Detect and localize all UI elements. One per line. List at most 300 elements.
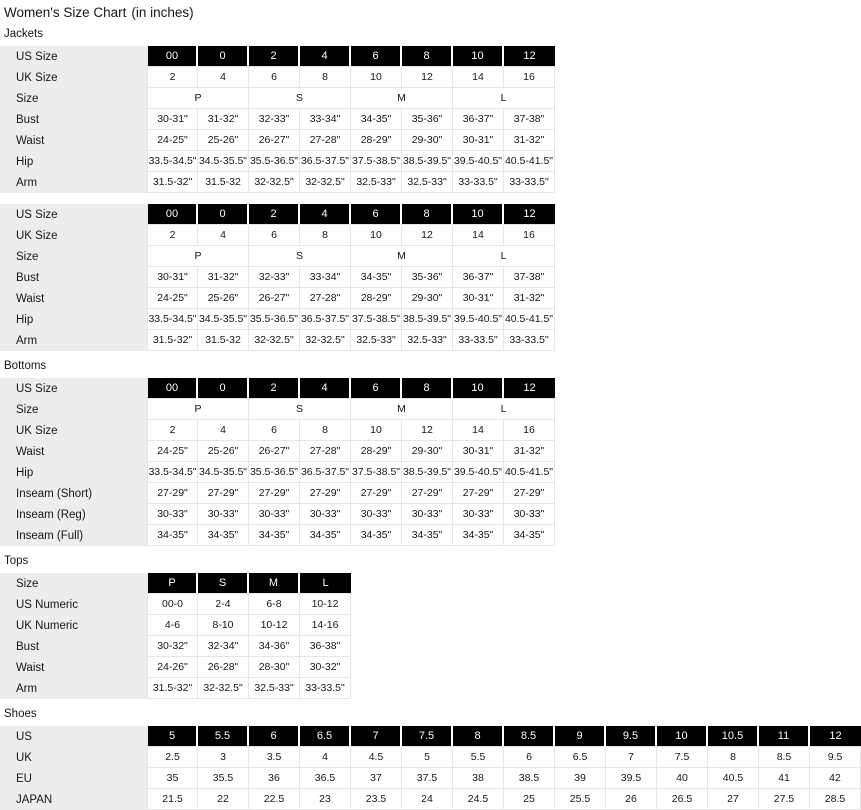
size-header-cell: 4 [300,46,351,67]
size-value-cell: 4 [198,420,249,441]
bottoms-size-table-1 [0,378,555,546]
table-row-size [0,399,555,420]
section-bottoms [0,360,861,546]
size-value-cell: 33-33.5" [453,172,504,193]
size-value-cell: 30-31" [147,109,198,130]
size-value-cell: 27-29" [453,483,504,504]
size-header-cell: 5 [147,726,198,747]
size-value-cell: 35-36" [402,267,453,288]
size-value-cell: 12 [402,420,453,441]
row-label: UK Size [0,67,147,88]
row-label: UK Size [0,420,147,441]
size-header-cell: 7.5 [402,726,453,747]
size-value-cell: 8 [300,67,351,88]
size-value-cell: 6-8 [249,594,300,615]
size-value-cell: 39.5-40.5" [453,151,504,172]
table-row-uk-size [0,225,555,246]
size-value-cell: 27-29" [300,483,351,504]
row-label: Hip [0,151,147,172]
table-row-hip [0,151,555,172]
size-value-cell: 4.5 [351,747,402,768]
size-value-cell: S [249,88,351,109]
size-value-cell: 32-34" [198,636,249,657]
size-value-cell: 27-29" [351,483,402,504]
section-shoes [0,708,861,810]
size-value-cell: 10 [351,420,402,441]
size-value-cell: M [351,246,453,267]
size-value-cell: 24 [402,789,453,810]
row-label: Hip [0,309,147,330]
table-row-size [0,573,351,594]
size-value-cell: 31.5-32" [147,172,198,193]
size-header-cell: 10 [657,726,708,747]
size-value-cell: 37 [351,768,402,789]
size-header-cell: 6 [351,378,402,399]
table-row-uk-size [0,67,555,88]
size-value-cell: 34.5-35.5" [198,151,249,172]
size-value-cell: 30-31" [147,267,198,288]
size-value-cell: 36.5 [300,768,351,789]
size-value-cell: 34-35" [402,525,453,546]
size-value-cell: 34-35" [351,525,402,546]
size-value-cell: 16 [504,420,555,441]
size-value-cell: 8 [708,747,759,768]
table-row-uk-numeric [0,615,351,636]
size-value-cell: 31.5-32" [147,330,198,351]
row-label: US Size [0,46,147,67]
size-value-cell: 24-25" [147,441,198,462]
size-value-cell: 32.5-33" [249,678,300,699]
size-value-cell: 32-32.5" [249,172,300,193]
size-value-cell: 6 [504,747,555,768]
size-value-cell: 5.5 [453,747,504,768]
size-value-cell: 33.5-34.5" [147,309,198,330]
size-value-cell: M [351,399,453,420]
size-value-cell: 28-29" [351,288,402,309]
table-row-eu [0,768,861,789]
size-header-cell: 2 [249,378,300,399]
table-row-uk [0,747,861,768]
size-header-cell: 8 [402,204,453,225]
size-value-cell: 34-35" [300,525,351,546]
size-value-cell: 34-35" [249,525,300,546]
row-label: Hip [0,462,147,483]
size-value-cell: 35 [147,768,198,789]
size-value-cell: 30-33" [453,504,504,525]
size-value-cell: 30-33" [198,504,249,525]
size-value-cell: 32-32.5" [249,330,300,351]
size-value-cell: 24-26" [147,657,198,678]
size-header-cell: 8 [453,726,504,747]
size-value-cell: 31.5-32 [198,330,249,351]
size-value-cell: 35.5-36.5" [249,151,300,172]
size-value-cell: 37.5-38.5" [351,151,402,172]
size-value-cell: 33.5-34.5" [147,151,198,172]
size-value-cell: 16 [504,225,555,246]
size-value-cell: 27-28" [300,288,351,309]
size-value-cell: 3 [198,747,249,768]
size-value-cell: 5 [402,747,453,768]
row-label: Waist [0,657,147,678]
size-value-cell: 28-30" [249,657,300,678]
section-label-jackets: Jackets [4,28,43,40]
size-value-cell: 10 [351,225,402,246]
size-value-cell: 30-33" [147,504,198,525]
size-value-cell: 32.5-33" [402,330,453,351]
size-value-cell: 36-38" [300,636,351,657]
size-header-cell: 0 [198,204,249,225]
size-value-cell: 7 [606,747,657,768]
size-value-cell: 33-33.5" [504,330,555,351]
table-row-size [0,88,555,109]
size-value-cell: 31.5-32 [198,172,249,193]
size-value-cell: 35.5-36.5" [249,462,300,483]
size-value-cell: 4 [198,225,249,246]
size-header-cell: 10 [453,378,504,399]
size-value-cell: 36.5-37.5" [300,462,351,483]
size-value-cell: 14 [453,67,504,88]
size-value-cell: 14 [453,225,504,246]
size-value-cell: 34.5-35.5" [198,309,249,330]
size-header-cell: S [198,573,249,594]
size-header-cell: 6 [249,726,300,747]
size-value-cell: P [147,246,249,267]
row-label: UK [0,747,147,768]
table-row-inseam-short [0,483,555,504]
page-title-text: Women's Size Chart [4,5,127,20]
size-header-cell: 11 [759,726,810,747]
size-value-cell: 31-32" [504,130,555,151]
size-value-cell: 37.5-38.5" [351,462,402,483]
table-row-uk-size [0,420,555,441]
row-label: Waist [0,130,147,151]
size-value-cell: 26.5 [657,789,708,810]
size-header-cell: 12 [504,204,555,225]
size-value-cell: 12 [402,225,453,246]
size-value-cell: 32-33" [249,109,300,130]
table-row-arm [0,678,351,699]
size-value-cell: 26-27" [249,130,300,151]
size-value-cell: 9.5 [810,747,861,768]
size-value-cell: 33-33.5" [453,330,504,351]
size-value-cell: 27-29" [249,483,300,504]
size-value-cell: 36-37" [453,267,504,288]
size-value-cell: S [249,246,351,267]
size-value-cell: 14 [453,420,504,441]
size-value-cell: 31-32" [504,288,555,309]
size-value-cell: 00-0 [147,594,198,615]
size-value-cell: 2 [147,420,198,441]
row-label: US Size [0,204,147,225]
size-value-cell: 27-29" [198,483,249,504]
size-value-cell: 40.5-41.5" [504,309,555,330]
size-value-cell: 32-32.5" [300,330,351,351]
table-row-arm [0,172,555,193]
row-label: Arm [0,172,147,193]
size-header-cell: 10 [453,204,504,225]
size-value-cell: 36.5-37.5" [300,309,351,330]
table-row-us-numeric [0,594,351,615]
size-value-cell: 27-29" [402,483,453,504]
size-value-cell: 37-38" [504,109,555,130]
size-value-cell: 29-30" [402,441,453,462]
size-value-cell: 34-35" [147,525,198,546]
table-row-us-size [0,46,555,67]
size-value-cell: 6 [249,420,300,441]
size-value-cell: 35.5-36.5" [249,309,300,330]
size-header-cell: 12 [810,726,861,747]
size-value-cell: 35.5 [198,768,249,789]
shoes-size-table-1 [0,726,861,810]
size-value-cell: 22 [198,789,249,810]
size-value-cell: 10-12 [300,594,351,615]
size-value-cell: M [351,88,453,109]
row-label: Bust [0,109,147,130]
size-value-cell: 32.5-33" [402,172,453,193]
size-value-cell: 37.5 [402,768,453,789]
size-value-cell: 32.5-33" [351,330,402,351]
row-label: Size [0,246,147,267]
size-value-cell: 7.5 [657,747,708,768]
table-row-hip [0,309,555,330]
row-label: Waist [0,441,147,462]
size-value-cell: 26 [606,789,657,810]
size-header-cell: 10.5 [708,726,759,747]
size-value-cell: 40.5-41.5" [504,151,555,172]
size-header-cell: 4 [300,378,351,399]
size-value-cell: 30-33" [351,504,402,525]
row-label: Arm [0,330,147,351]
size-value-cell: 35-36" [402,109,453,130]
size-value-cell: 27-29" [504,483,555,504]
size-value-cell: 40.5 [708,768,759,789]
row-label: Size [0,573,147,594]
size-value-cell: 30-33" [249,504,300,525]
size-value-cell: 21.5 [147,789,198,810]
size-header-cell: 2 [249,204,300,225]
size-value-cell: 34-36" [249,636,300,657]
size-value-cell: P [147,399,249,420]
size-value-cell: 8-10 [198,615,249,636]
size-header-cell: 0 [198,378,249,399]
row-label: UK Numeric [0,615,147,636]
size-header-cell: 8.5 [504,726,555,747]
size-value-cell: 25.5 [555,789,606,810]
size-value-cell: 36 [249,768,300,789]
size-header-cell: L [300,573,351,594]
size-value-cell: 32-33" [249,267,300,288]
row-label: UK Size [0,225,147,246]
size-value-cell: 34-35" [504,525,555,546]
size-value-cell: 10-12 [249,615,300,636]
size-value-cell: 39 [555,768,606,789]
size-value-cell: 25-26" [198,288,249,309]
size-value-cell: 30-31" [453,288,504,309]
size-value-cell: 2-4 [198,594,249,615]
table-row-bust [0,267,555,288]
size-value-cell: 8.5 [759,747,810,768]
size-value-cell: 33.5-34.5" [147,462,198,483]
size-value-cell: 2.5 [147,747,198,768]
page-title [4,5,861,21]
size-header-cell: 00 [147,378,198,399]
row-label: Size [0,399,147,420]
section-jackets [0,28,861,351]
size-header-cell: 8 [402,46,453,67]
size-value-cell: 26-27" [249,288,300,309]
size-value-cell: 25-26" [198,130,249,151]
size-value-cell: 27-28" [300,441,351,462]
section-label-bottoms: Bottoms [4,360,47,372]
size-value-cell: 33-33.5" [300,678,351,699]
size-header-cell: 5.5 [198,726,249,747]
size-value-cell: 33-33.5" [504,172,555,193]
size-value-cell: 4-6 [147,615,198,636]
row-label: Waist [0,288,147,309]
row-label: Inseam (Reg) [0,504,147,525]
size-value-cell: 30-33" [300,504,351,525]
size-value-cell: 34-35" [453,525,504,546]
row-label: Bust [0,267,147,288]
size-header-cell: P [147,573,198,594]
row-label: Arm [0,678,147,699]
table-row-bust [0,636,351,657]
size-header-cell: 7 [351,726,402,747]
table-row-waist [0,441,555,462]
row-label: Inseam (Full) [0,525,147,546]
size-header-cell: 8 [402,378,453,399]
size-value-cell: 27-28" [300,130,351,151]
size-value-cell: 26-28" [198,657,249,678]
size-value-cell: 38.5-39.5" [402,462,453,483]
size-header-cell: 00 [147,46,198,67]
size-value-cell: 6.5 [555,747,606,768]
size-value-cell: 10 [351,67,402,88]
size-value-cell: 34.5-35.5" [198,462,249,483]
size-value-cell: 29-30" [402,288,453,309]
size-value-cell: S [249,399,351,420]
size-value-cell: 37.5-38.5" [351,309,402,330]
size-value-cell: 8 [300,225,351,246]
row-label: Size [0,88,147,109]
size-value-cell: 27-29" [147,483,198,504]
size-header-cell: 2 [249,46,300,67]
table-row-waist [0,130,555,151]
size-value-cell: 33-34" [300,267,351,288]
row-label: EU [0,768,147,789]
size-header-cell: 6 [351,204,402,225]
size-value-cell: 2 [147,225,198,246]
size-value-cell: 40.5-41.5" [504,462,555,483]
size-value-cell: 38.5-39.5" [402,309,453,330]
table-row-inseam-reg [0,504,555,525]
size-value-cell: 39.5 [606,768,657,789]
size-value-cell: 23.5 [351,789,402,810]
size-value-cell: 24-25" [147,130,198,151]
size-value-cell: 4 [300,747,351,768]
size-value-cell: 41 [759,768,810,789]
size-value-cell: 30-32" [300,657,351,678]
table-row-us-size [0,378,555,399]
size-value-cell: 38.5 [504,768,555,789]
size-value-cell: 2 [147,67,198,88]
size-value-cell: 6 [249,225,300,246]
table-row-arm [0,330,555,351]
chart-sections [0,28,861,810]
size-value-cell: 30-31" [453,130,504,151]
size-value-cell: 23 [300,789,351,810]
table-row-hip [0,462,555,483]
size-value-cell: 3.5 [249,747,300,768]
row-label: US Size [0,378,147,399]
size-value-cell: 36-37" [453,109,504,130]
size-value-cell: 31-32" [504,441,555,462]
row-label: Inseam (Short) [0,483,147,504]
size-value-cell: 12 [402,67,453,88]
size-header-cell: 12 [504,46,555,67]
size-value-cell: L [453,88,555,109]
size-value-cell: 39.5-40.5" [453,309,504,330]
size-header-cell: 9 [555,726,606,747]
size-value-cell: 32-32.5" [198,678,249,699]
size-header-cell: 9.5 [606,726,657,747]
size-value-cell: 24-25" [147,288,198,309]
size-header-cell: 10 [453,46,504,67]
size-header-cell: 6.5 [300,726,351,747]
size-value-cell: 37-38" [504,267,555,288]
size-header-cell: 0 [198,46,249,67]
size-value-cell: 32-32.5" [300,172,351,193]
size-value-cell: 32.5-33" [351,172,402,193]
size-header-cell: 6 [351,46,402,67]
size-value-cell: 28-29" [351,441,402,462]
page-title-units: (in inches) [131,5,194,20]
size-value-cell: 36.5-37.5" [300,151,351,172]
size-value-cell: L [453,399,555,420]
size-value-cell: 31-32" [198,109,249,130]
size-value-cell: 38 [453,768,504,789]
size-value-cell: 22.5 [249,789,300,810]
size-value-cell: 4 [198,67,249,88]
row-label: Bust [0,636,147,657]
table-row-bust [0,109,555,130]
jackets-size-table-2 [0,204,555,351]
size-header-cell: 00 [147,204,198,225]
size-value-cell: 6 [249,67,300,88]
size-value-cell: 40 [657,768,708,789]
size-header-cell: 4 [300,204,351,225]
size-value-cell: 29-30" [402,130,453,151]
size-value-cell: 28.5 [810,789,861,810]
size-value-cell: 16 [504,67,555,88]
size-value-cell: 30-32" [147,636,198,657]
section-tops [0,555,861,699]
size-value-cell: 30-33" [504,504,555,525]
tops-size-table-1 [0,573,351,699]
size-header-cell: 12 [504,378,555,399]
size-value-cell: 24.5 [453,789,504,810]
size-value-cell: 34-35" [351,267,402,288]
size-value-cell: 39.5-40.5" [453,462,504,483]
size-value-cell: 25 [504,789,555,810]
row-label: JAPAN [0,789,147,810]
size-value-cell: 28-29" [351,130,402,151]
jackets-size-table-1 [0,46,555,193]
table-row-inseam-full [0,525,555,546]
size-value-cell: 27 [708,789,759,810]
table-row-japan [0,789,861,810]
size-value-cell: 42 [810,768,861,789]
